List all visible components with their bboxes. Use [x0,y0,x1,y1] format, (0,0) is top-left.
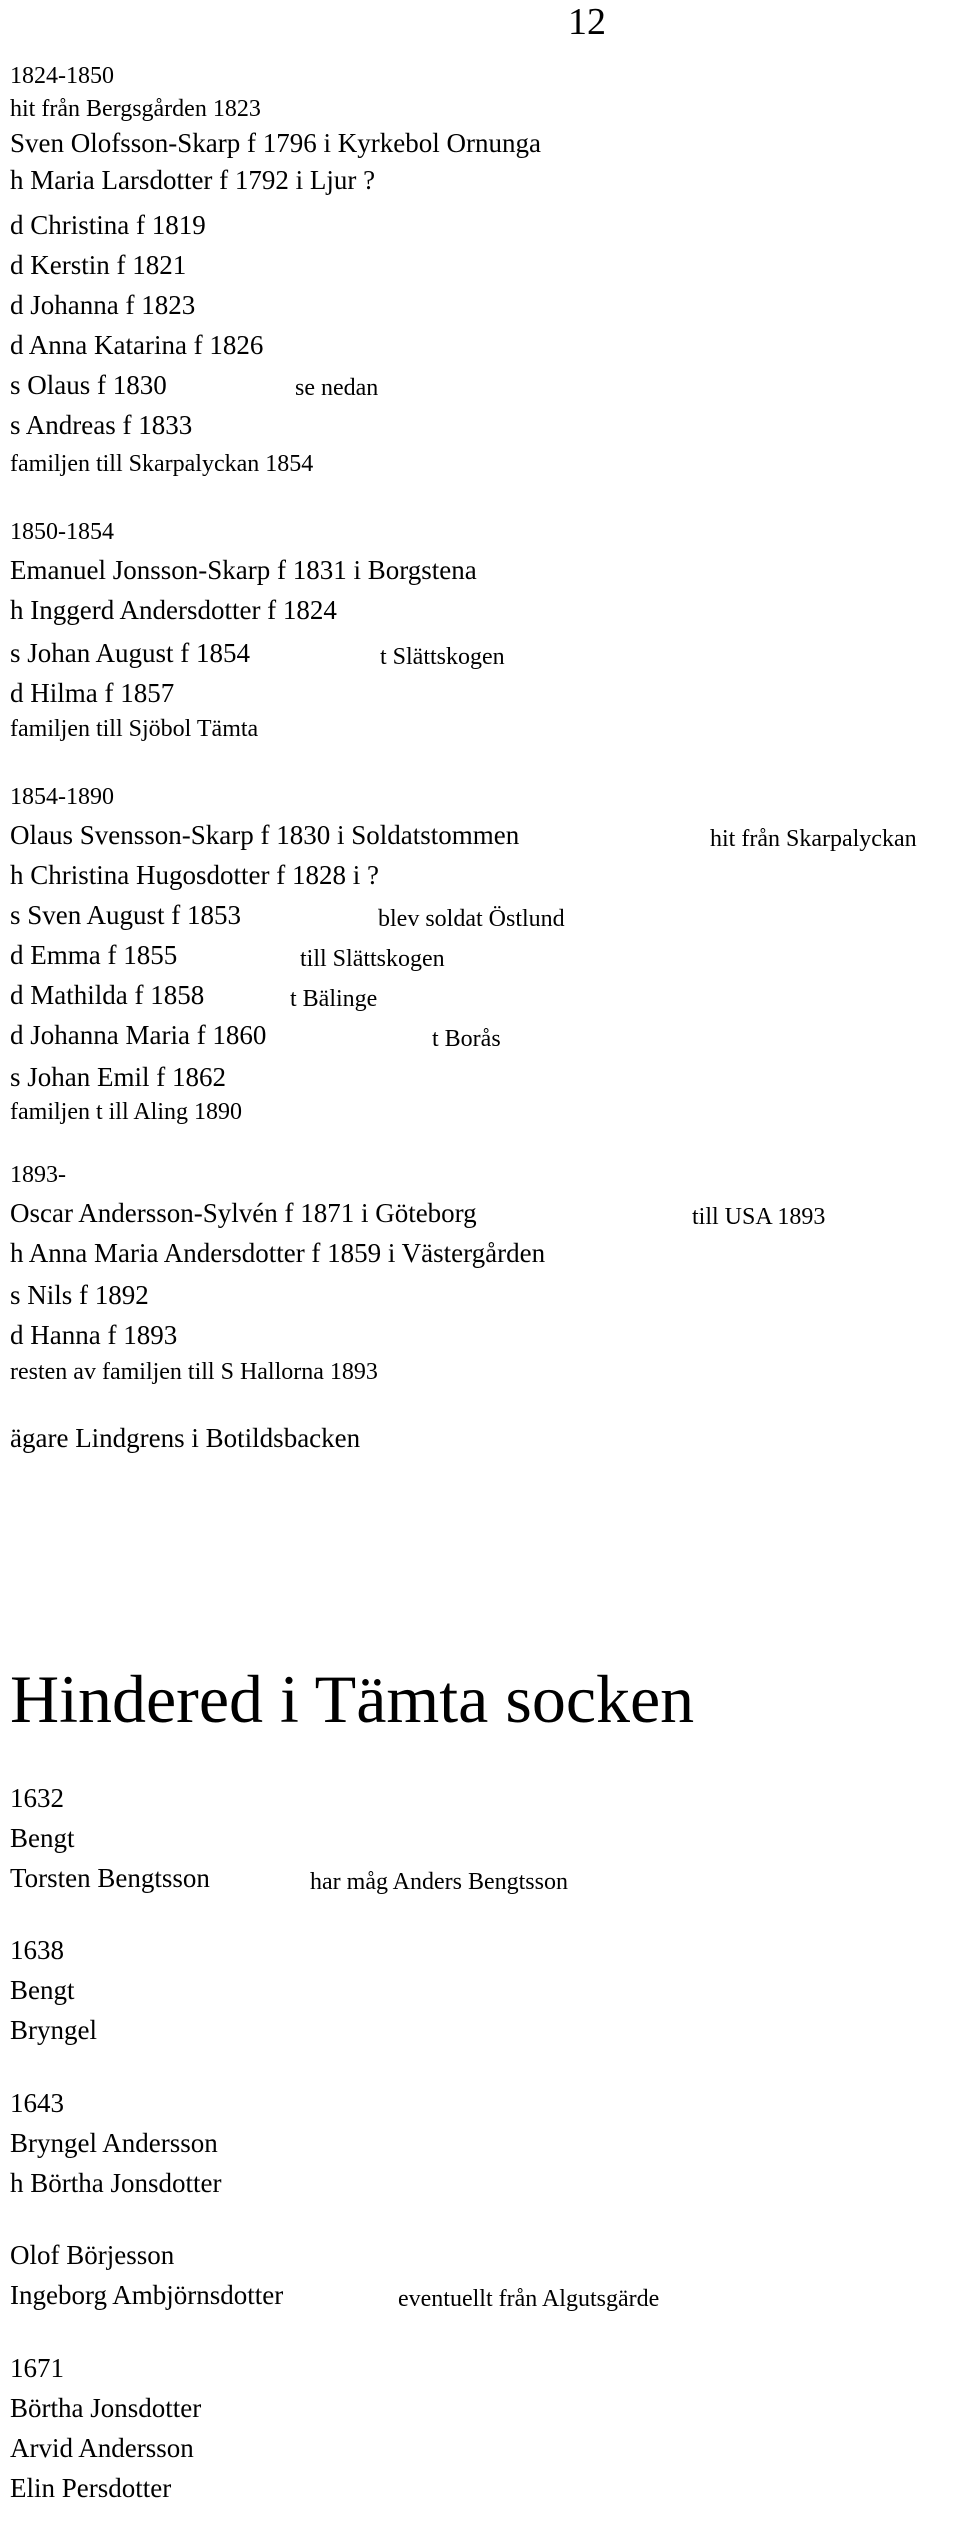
entry-year: 1671 [10,2353,64,2383]
entry-line: Arvid Andersson [10,2433,194,2463]
entry-line: Bengt [10,1823,75,1853]
section-period: 1893- [10,1162,66,1188]
wife-entry: h Maria Larsdotter f 1792 i Ljur ? [10,165,376,195]
entry-line: Bryngel [10,2015,97,2045]
child-note: se nedan [295,375,379,401]
entry-year: 1643 [10,2088,64,2118]
entry-line: Elin Persdotter [10,2473,172,2503]
husband-note: hit från Skarpalyckan [710,826,917,852]
section-heading: Hindered i Tämta socken [10,1661,695,1737]
child-entry: s Andreas f 1833 [10,410,193,440]
husband-entry: Oscar Andersson-Sylvén f 1871 i Göteborg [10,1198,477,1228]
child-entry: s Sven August f 1853 [10,900,242,930]
section-origin: hit från Bergsgården 1823 [10,96,261,122]
entry-year: 1632 [10,1783,64,1813]
wife-entry: h Anna Maria Andersdotter f 1859 i Västergården [10,1238,546,1268]
wife-entry: h Inggerd Andersdotter f 1824 [10,595,337,625]
child-entry: d Christina f 1819 [10,210,206,240]
child-entry: d Johanna f 1823 [10,290,196,320]
entry-year: 1638 [10,1935,64,1965]
child-entry: s Johan Emil f 1862 [10,1062,226,1092]
section-period: 1854-1890 [10,784,114,810]
section-period: 1824-1850 [10,63,114,89]
child-entry: d Hilma f 1857 [10,678,175,708]
section-period: 1850-1854 [10,519,114,545]
child-note: till Slättskogen [300,946,445,972]
section-footer: familjen t ill Aling 1890 [10,1099,242,1125]
entry-line: Torsten Bengtsson [10,1863,210,1893]
husband-entry: Olaus Svensson-Skarp f 1830 i Soldatstommen [10,820,520,850]
child-entry: d Kerstin f 1821 [10,250,187,280]
entry-line: Ingeborg Ambjörnsdotter [10,2280,284,2310]
wife-entry: h Christina Hugosdotter f 1828 i ? [10,860,379,890]
child-note: t Slättskogen [380,644,505,670]
husband-entry: Emanuel Jonsson-Skarp f 1831 i Borgstena [10,555,477,585]
child-note: t Bälinge [290,986,378,1012]
owner-note: ägare Lindgrens i Botildsbacken [10,1423,361,1453]
section-footer: resten av familjen till S Hallorna 1893 [10,1359,378,1385]
child-entry: d Johanna Maria f 1860 [10,1020,267,1050]
child-entry: s Johan August f 1854 [10,638,251,668]
child-entry: d Emma f 1855 [10,940,178,970]
husband-note: till USA 1893 [692,1204,826,1230]
entry-note: eventuellt från Algutsgärde [398,2286,660,2312]
child-entry: d Hanna f 1893 [10,1320,178,1350]
husband-entry: Sven Olofsson-Skarp f 1796 i Kyrkebol Ornunga [10,128,541,158]
entry-line: Bryngel Andersson [10,2128,218,2158]
entry-line: Börtha Jonsdotter [10,2393,202,2423]
entry-line: h Börtha Jonsdotter [10,2168,222,2198]
child-entry: d Anna Katarina f 1826 [10,330,264,360]
child-entry: s Olaus f 1830 [10,370,167,400]
child-entry: s Nils f 1892 [10,1280,149,1310]
section-footer: familjen till Sjöbol Tämta [10,716,259,742]
child-note: blev soldat Östlund [378,906,565,932]
child-note: t Borås [432,1026,501,1052]
section-footer: familjen till Skarpalyckan 1854 [10,451,314,477]
entry-line: Olof Börjesson [10,2240,175,2270]
entry-note: har måg Anders Bengtsson [310,1869,568,1895]
entry-line: Bengt [10,1975,75,2005]
page-number: 12 [568,1,606,43]
child-entry: d Mathilda f 1858 [10,980,205,1010]
